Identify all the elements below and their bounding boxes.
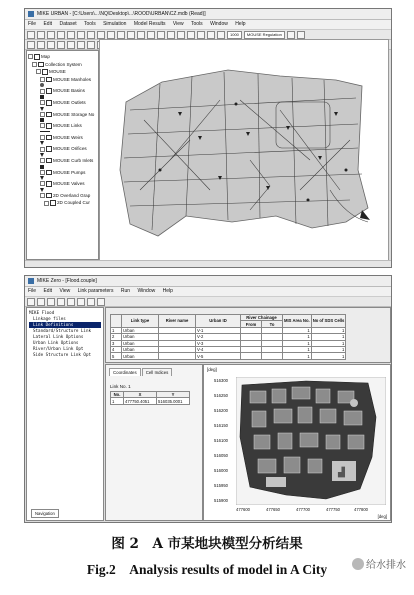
cell-link-type[interactable]: Urban (122, 334, 159, 340)
tree-node-mouse[interactable] (28, 68, 97, 76)
undo-icon[interactable] (97, 31, 105, 39)
node-icon[interactable] (37, 41, 45, 49)
cell-mis-area[interactable]: 1 (283, 327, 312, 333)
cell-index: 5 (111, 353, 122, 359)
new-icon[interactable] (27, 298, 35, 306)
checkbox[interactable] (46, 77, 52, 83)
layer-tree (27, 51, 98, 209)
coordinates-panel (105, 364, 203, 521)
menu-window[interactable]: Window (137, 288, 156, 294)
pan-icon[interactable] (137, 31, 145, 39)
checkbox[interactable] (46, 146, 52, 152)
map-unit-label: [deg] (207, 367, 217, 372)
checkbox[interactable] (38, 62, 44, 68)
print-icon[interactable] (87, 298, 95, 306)
zoom-out-icon[interactable] (127, 31, 135, 39)
col-header-river-name: River name (159, 315, 196, 328)
tree-label: MOUSE Pumps (53, 169, 86, 175)
tree-node-layer[interactable] (28, 145, 97, 153)
app-icon (28, 278, 34, 284)
col-header-river-chainage: River Chainage (241, 315, 283, 321)
collapse-icon[interactable] (40, 89, 45, 94)
top-statusbar (25, 260, 391, 267)
menu-help[interactable]: Help (235, 21, 246, 27)
tree-item-mike-flood[interactable]: MIKE Flood (29, 310, 55, 315)
checkbox[interactable] (46, 123, 52, 129)
cell-mis-area[interactable]: 1 (283, 346, 312, 352)
col-header-sds-cells: No of SDS Cells (311, 315, 346, 328)
menu-dataset[interactable]: Dataset (59, 21, 77, 27)
tree-node-layer[interactable] (28, 180, 97, 188)
identify-icon[interactable] (167, 31, 175, 39)
tree-item-linkage-files[interactable]: Linkage files (33, 316, 66, 321)
tree-node-layer[interactable] (28, 192, 97, 200)
y-tick-label: 516250 (214, 393, 228, 398)
col-header-urban-id: Urban ID (196, 315, 241, 328)
collapse-icon[interactable] (40, 181, 45, 186)
menu-model-results[interactable]: Model Results (133, 21, 166, 27)
open-icon[interactable] (37, 31, 45, 39)
link-number-label: Link No. 1 (110, 384, 131, 389)
cell-urban-id[interactable]: V-3 (196, 340, 241, 346)
tree-node-layer[interactable] (28, 87, 97, 95)
full-extent-icon[interactable] (147, 31, 155, 39)
tree-label: MOUSE Storage No (53, 111, 95, 117)
collapse-icon[interactable] (40, 123, 45, 128)
cell-index: 4 (111, 346, 122, 352)
cell-to[interactable] (262, 353, 283, 359)
cut-icon[interactable] (67, 31, 75, 39)
print-icon[interactable] (57, 31, 65, 39)
app-icon (28, 11, 34, 17)
map-marker-icon: ▟ (338, 468, 345, 478)
table-row[interactable] (111, 398, 190, 404)
navigation-panel (26, 307, 104, 521)
tree-item-river-urban-link[interactable]: River/Urban Link Opt (33, 346, 84, 351)
y-tick-label: 516300 (214, 378, 228, 383)
link-icon[interactable] (47, 41, 55, 49)
cell-link-type[interactable]: Urban (122, 340, 159, 346)
paste-icon[interactable] (77, 298, 85, 306)
tree-label: Collection System (45, 61, 82, 67)
window-title: MIKE URBAN - [C:\Users\...\NQ\Desktop\...\ROOD\URBAN\CZ.mdb (Read)] (37, 11, 206, 17)
collapse-icon[interactable] (40, 112, 45, 117)
mike-zero-menubar (25, 287, 391, 297)
coordinate-tabs (106, 365, 202, 376)
mike-urban-titlebar (25, 9, 391, 20)
save-icon[interactable] (47, 31, 55, 39)
col-header-no: No. (111, 392, 124, 398)
tree-label: MOUSE (49, 69, 66, 75)
tree-node-layer[interactable] (28, 199, 97, 207)
link-table (110, 314, 346, 360)
cell-index: 3 (111, 340, 122, 346)
col-header-x: X (124, 392, 157, 398)
tree-node-layer[interactable] (28, 134, 97, 142)
y-tick-label: 516200 (214, 408, 228, 413)
y-tick-label: 516150 (214, 423, 228, 428)
tree-node-layer[interactable] (28, 157, 97, 165)
cell-from[interactable] (241, 353, 262, 359)
tree-label: 2D Overland Grap (53, 192, 91, 198)
tree-node-layer[interactable] (28, 169, 97, 177)
catchment-icon[interactable] (57, 41, 65, 49)
checkbox[interactable] (50, 200, 56, 206)
collapse-icon[interactable] (40, 147, 45, 152)
tree-node-map[interactable] (28, 53, 97, 61)
mike-zero-window (24, 275, 392, 523)
select-icon[interactable] (157, 31, 165, 39)
caption-chinese: 图 2 A 市某地块模型分析结果 (111, 536, 303, 552)
table-icon[interactable] (197, 31, 205, 39)
menu-window[interactable]: Window (210, 21, 228, 27)
tree-label: MOUSE Outlets (53, 99, 86, 105)
tab-coordinates[interactable]: Coordinates (109, 368, 141, 376)
cell-urban-id[interactable]: V-5 (196, 353, 241, 359)
checkbox[interactable] (46, 88, 52, 94)
y-tick-label: 516000 (214, 468, 228, 473)
link-tree (27, 308, 103, 360)
x-tick-label: 477800 (354, 507, 368, 512)
y-tick-label: 515900 (214, 498, 228, 503)
cell-urban-id[interactable]: V-2 (196, 334, 241, 340)
mike-urban-window (24, 8, 392, 268)
layer-icon[interactable] (187, 31, 195, 39)
menu-file[interactable]: File (28, 21, 37, 27)
help-icon[interactable] (297, 31, 305, 39)
weir-icon[interactable] (67, 41, 75, 49)
col-header-from: From (241, 321, 262, 327)
cut-icon[interactable] (57, 298, 65, 306)
checkbox[interactable] (46, 112, 52, 118)
collapse-icon[interactable] (40, 100, 45, 105)
tree-label: 2D Coupled Cur (57, 200, 90, 206)
tree-node-collection-system[interactable] (28, 61, 97, 69)
cell-y[interactable]: 516035.0001 (157, 398, 190, 404)
collapse-icon[interactable] (40, 135, 45, 140)
col-header-mis-area: MIS Area No. (283, 315, 312, 328)
tree-node-layer[interactable] (28, 99, 97, 107)
checkbox[interactable] (46, 100, 52, 106)
cell-index: 1 (111, 327, 122, 333)
y-tick-label: 516100 (214, 438, 228, 443)
menu-tools[interactable]: Tools (84, 21, 96, 27)
menu-edit[interactable]: Edit (43, 288, 53, 294)
collapse-icon[interactable] (40, 158, 45, 163)
y-tick-label: 515950 (214, 483, 228, 488)
cell-sds-cells[interactable]: 1 (311, 346, 346, 352)
cell-no: 1 (111, 398, 124, 404)
collapse-icon[interactable] (36, 69, 41, 74)
table-header-row (111, 315, 346, 321)
tree-node-layer[interactable] (28, 111, 97, 119)
open-icon[interactable] (37, 298, 45, 306)
menu-view[interactable]: View (59, 288, 71, 294)
copy-icon[interactable] (77, 31, 85, 39)
mike-urban-menubar (25, 20, 391, 30)
edit-icon[interactable] (27, 41, 35, 49)
collapse-icon[interactable] (32, 62, 37, 67)
x-tick-label: 477650 (266, 507, 280, 512)
menu-link-parameters[interactable]: Link parameters (77, 288, 114, 294)
caption-english: Fig.2 Analysis results of model in A City (86, 562, 328, 577)
checkbox[interactable] (46, 193, 52, 199)
collapse-icon[interactable] (40, 170, 45, 175)
col-header-y: Y (157, 392, 190, 398)
collapse-icon[interactable] (40, 77, 45, 82)
watermark-text: 给水排水 (366, 560, 406, 571)
coordinate-table (110, 391, 190, 405)
paste-icon[interactable] (87, 31, 95, 39)
checkbox[interactable] (42, 69, 48, 75)
collapse-icon[interactable] (28, 54, 33, 59)
zoom-in-icon[interactable] (117, 31, 125, 39)
collapse-icon[interactable] (44, 201, 49, 206)
cell-mis-area[interactable]: 1 (283, 334, 312, 340)
cell-mis-area[interactable]: 1 (283, 340, 312, 346)
cell-sds-cells[interactable]: 1 (311, 334, 346, 340)
run-icon[interactable] (207, 31, 215, 39)
x-tick-label: 477700 (296, 507, 310, 512)
tree-label: MOUSE Orifices (53, 146, 87, 152)
settings-icon[interactable] (217, 31, 225, 39)
network-map-canvas[interactable] (100, 40, 388, 262)
flood-map-canvas[interactable] (236, 377, 386, 505)
tab-cell-indices[interactable]: Cell Indices (142, 368, 173, 376)
collapse-icon[interactable] (40, 193, 45, 198)
cell-mis-area[interactable]: 1 (283, 353, 312, 359)
menu-view[interactable]: View (172, 21, 184, 27)
tree-label: MOUSE Curb Inlets (53, 157, 94, 163)
watermark-logo-icon (352, 558, 364, 570)
pump-icon[interactable] (77, 41, 85, 49)
col-header-link-type: Link type (122, 315, 159, 328)
cell-urban-id[interactable]: V-1 (196, 327, 241, 333)
menu-tools-2[interactable]: Tools (190, 21, 203, 27)
cell-link-type[interactable]: Urban (122, 353, 159, 359)
query-icon[interactable] (287, 31, 295, 39)
save-icon[interactable] (47, 298, 55, 306)
cell-index: 2 (111, 334, 122, 340)
navigation-tab[interactable]: Navigation (31, 509, 59, 518)
tree-label: MOUSE Links (53, 123, 82, 129)
tree-node-layer[interactable] (28, 122, 97, 130)
menu-simulation[interactable]: Simulation (103, 21, 127, 27)
tree-item-side-structure-link[interactable]: Side Structure Link Opt (33, 352, 91, 357)
cell-link-type[interactable]: Urban (122, 327, 159, 333)
tree-label: MOUSE Basins (53, 88, 85, 94)
mike-zero-titlebar (25, 276, 391, 287)
tree-item-standard-structure-link[interactable]: Standard/Structure Link (33, 328, 91, 333)
checkbox[interactable] (46, 135, 52, 141)
menu-file[interactable]: File (28, 288, 37, 294)
cell-sds-cells[interactable]: 1 (311, 353, 346, 359)
network-map[interactable] (99, 39, 389, 263)
menu-run[interactable]: Run (120, 288, 131, 294)
tree-item-link-definitions[interactable]: Link Definitions (29, 322, 101, 328)
menu-edit[interactable]: Edit (43, 21, 53, 27)
checkbox[interactable] (46, 170, 52, 176)
x-tick-label: 477750 (326, 507, 340, 512)
tree-label: MOUSE Manholes (53, 76, 92, 82)
redo-icon[interactable] (107, 31, 115, 39)
layer-tree-panel (26, 50, 99, 260)
tree-label: MOUSE Valves (53, 181, 85, 187)
cell-urban-id[interactable]: V-4 (196, 346, 241, 352)
measure-icon[interactable] (177, 31, 185, 39)
tree-label: Map (41, 54, 50, 59)
tree-item-urban-link[interactable]: Urban Link Options (33, 340, 79, 345)
checkbox[interactable] (34, 54, 40, 60)
help-icon[interactable] (97, 298, 105, 306)
cell-link-type[interactable]: Urban (122, 346, 159, 352)
checkbox[interactable] (46, 158, 52, 164)
x-tick-label: 477600 (236, 507, 250, 512)
cell-x[interactable]: 477750.4051 (124, 398, 157, 404)
overlay-map-panel[interactable] (203, 364, 391, 521)
toolbar-3 (25, 297, 391, 307)
tree-node-layer[interactable] (28, 76, 97, 84)
scale-combo[interactable]: 1000 (227, 31, 242, 39)
cell-sds-cells[interactable]: 1 (311, 340, 346, 346)
watermark (352, 556, 406, 571)
link-table-panel (105, 307, 391, 363)
menu-help[interactable]: Help (162, 288, 173, 294)
y-tick-label: 516050 (214, 453, 228, 458)
cell-sds-cells[interactable]: 1 (311, 327, 346, 333)
col-header-to: To (262, 321, 283, 327)
window-title: MIKE Zero - [Flood.couple] (37, 278, 97, 284)
new-icon[interactable] (27, 31, 35, 39)
checkbox[interactable] (46, 181, 52, 187)
orifice-icon[interactable] (87, 41, 95, 49)
copy-icon[interactable] (67, 298, 75, 306)
col-header-index (111, 315, 122, 328)
x-unit-label: [deg] (377, 514, 387, 519)
tree-label: MOUSE Weirs (53, 134, 83, 140)
cell-river-name[interactable] (159, 353, 196, 359)
tree-item-lateral-link[interactable]: Lateral Link Options (33, 334, 84, 339)
table-row[interactable] (111, 353, 346, 359)
layer-combo[interactable]: MOUSE Regulation (244, 31, 285, 39)
